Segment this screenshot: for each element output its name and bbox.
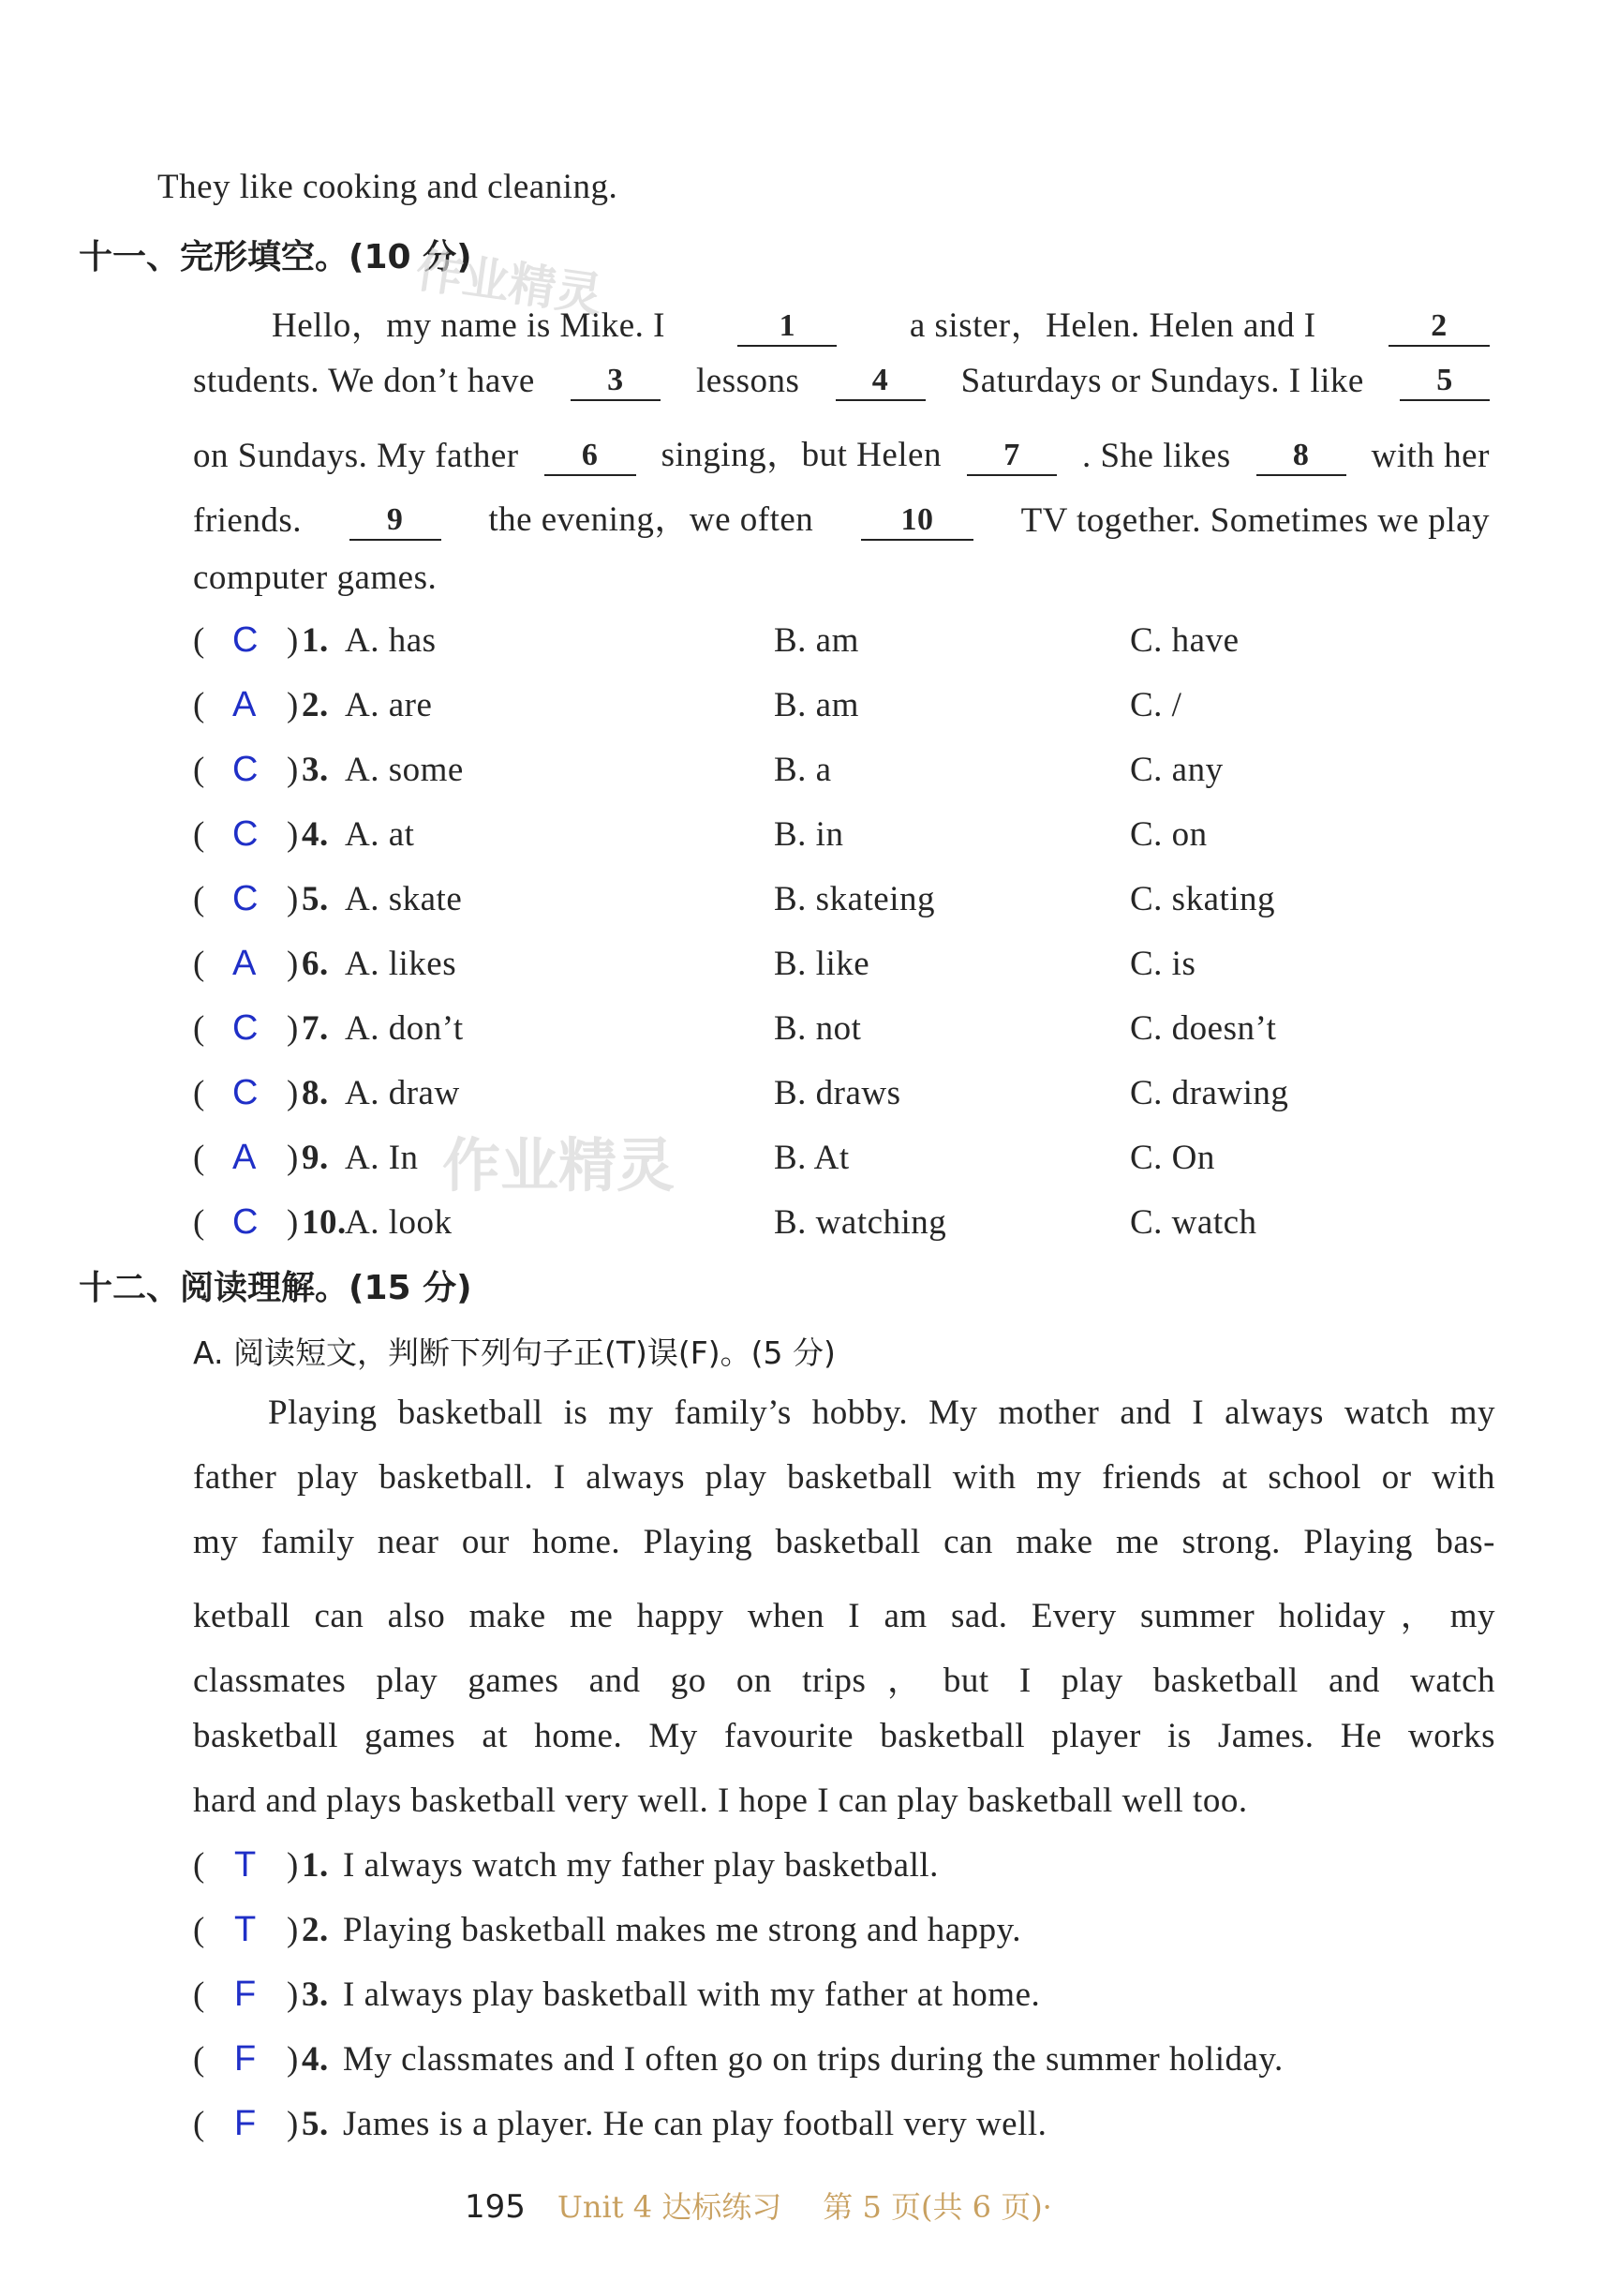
passage-text: with her — [1371, 437, 1490, 475]
statement-number: 3. — [302, 1975, 329, 2014]
paren-open: ( — [193, 945, 205, 983]
passage-text: Hello，my name is Mike. I — [272, 306, 665, 345]
question-number: 5. — [302, 880, 329, 918]
option-a: A. are — [345, 686, 433, 724]
blank-7: 7 — [967, 437, 1057, 476]
option-b: B. not — [774, 1009, 862, 1048]
option-c: C. on — [1130, 815, 1208, 854]
question-number: 9. — [302, 1139, 329, 1177]
blank-5: 5 — [1400, 362, 1490, 401]
section-11-heading: 十一、完形填空。(10 分) — [79, 238, 472, 276]
passage-line — [193, 490, 1490, 541]
paren-close: ) — [287, 1074, 299, 1112]
paren-open: ( — [193, 880, 205, 918]
answer-mark: C — [232, 1202, 259, 1242]
option-a: A. some — [345, 751, 464, 789]
page-number: 195 — [465, 2188, 526, 2226]
option-b: B. am — [774, 621, 859, 660]
paren-close: ) — [287, 1139, 299, 1177]
paren-open: ( — [193, 1846, 205, 1885]
passage-line: ketball can also make me happy when I am sad. Every summer holiday，my — [193, 1597, 1495, 1635]
paren-open: ( — [193, 815, 205, 854]
answer-mark: C — [232, 620, 259, 660]
question-row — [193, 1202, 1317, 1249]
page-footer — [465, 2184, 1052, 2227]
paren-close: ) — [287, 2105, 299, 2143]
option-c: C. have — [1130, 621, 1240, 660]
option-a: A. don’t — [345, 1009, 464, 1048]
question-row — [193, 620, 1317, 667]
section-12-heading: 十二、阅读理解。(15 分) — [79, 1269, 472, 1307]
section-12a-instruction: A. 阅读短文，判断下列句子正(T)误(F)。(5 分) — [193, 1334, 836, 1371]
blank-9: 9 — [349, 501, 441, 541]
answer-mark: A — [232, 944, 257, 983]
paren-close: ) — [287, 945, 299, 983]
paren-close: ) — [287, 1911, 299, 1949]
passage-line: hard and plays basketball very well. I hope I can play basketball well too. — [193, 1782, 1248, 1820]
footer-page-info: 第 5 页(共 6 页)· — [823, 2189, 1052, 2225]
paren-open: ( — [193, 2105, 205, 2143]
statement-text: My classmates and I often go on trips during the summer holiday. — [343, 2040, 1284, 2079]
option-a: A. look — [345, 1203, 453, 1242]
paren-open: ( — [193, 2040, 205, 2079]
option-c: C. / — [1130, 686, 1182, 724]
question-row — [193, 750, 1317, 797]
question-row — [193, 944, 1317, 991]
option-c: C. any — [1130, 751, 1224, 789]
blank-8: 8 — [1256, 437, 1346, 476]
option-a: A. draw — [345, 1074, 460, 1112]
passage-line — [193, 425, 1490, 476]
paren-open: ( — [193, 1139, 205, 1177]
blank-4: 4 — [836, 362, 926, 401]
statement-text: I always watch my father play basketball. — [343, 1846, 939, 1885]
paren-close: ) — [287, 1203, 299, 1242]
option-c: C. watch — [1130, 1203, 1257, 1242]
statement-row — [193, 1975, 1486, 2021]
statement-text: I always play basketball with my father at home. — [343, 1975, 1041, 2014]
option-a: A. skate — [345, 880, 463, 918]
answer-mark: T — [234, 1845, 257, 1885]
footer-title: Unit 4 达标练习 — [557, 2189, 782, 2225]
blank-10: 10 — [861, 501, 973, 541]
statement-row — [193, 2104, 1486, 2151]
answer-mark: F — [234, 1975, 257, 2014]
option-a: A. has — [345, 621, 437, 660]
passage-line: basketball games at home. My favourite basketball player is James. He works — [193, 1717, 1495, 1755]
question-number: 3. — [302, 751, 329, 789]
paren-close: ) — [287, 621, 299, 660]
blank-3: 3 — [571, 362, 661, 401]
blank-2: 2 — [1389, 307, 1490, 347]
option-a: A. likes — [345, 945, 457, 983]
paren-open: ( — [193, 751, 205, 789]
passage-line: classmates play games and go on trips，but I play basketball and watch — [193, 1662, 1495, 1700]
paren-close: ) — [287, 1846, 299, 1885]
paren-close: ) — [287, 815, 299, 854]
watermark: 作业精灵 — [442, 1131, 676, 1200]
previous-text-line: They like cooking and cleaning. — [157, 168, 618, 206]
question-number: 10. — [302, 1203, 347, 1242]
question-row — [193, 1073, 1317, 1120]
passage-text: on Sundays. My father — [193, 437, 519, 475]
paren-open: ( — [193, 686, 205, 724]
paren-open: ( — [193, 1975, 205, 2014]
answer-mark: C — [232, 750, 259, 789]
option-c: C. On — [1130, 1139, 1215, 1177]
passage-text: students. We don’t have — [193, 362, 535, 400]
answer-mark: F — [234, 2039, 257, 2079]
blank-6: 6 — [544, 437, 636, 476]
paren-open: ( — [193, 1203, 205, 1242]
option-b: B. am — [774, 686, 859, 724]
answer-mark: F — [234, 2104, 257, 2143]
passage-text: TV together. Sometimes we play — [1020, 501, 1490, 540]
passage-text: singing，but Helen — [661, 436, 942, 474]
passage-line: father play basketball. I always play basketball with my friends at school or with — [193, 1458, 1495, 1497]
question-number: 8. — [302, 1074, 329, 1112]
answer-mark: A — [232, 1138, 257, 1177]
statement-text: Playing basketball makes me strong and happy. — [343, 1911, 1021, 1949]
passage-text: a sister，Helen. Helen and I — [909, 306, 1316, 345]
statement-text: James is a player. He can play football very well. — [343, 2105, 1047, 2143]
option-c: C. skating — [1130, 880, 1276, 918]
question-number: 4. — [302, 815, 329, 854]
passage-line — [272, 296, 1490, 347]
statement-row — [193, 2039, 1486, 2086]
statement-number: 1. — [302, 1846, 329, 1885]
question-number: 7. — [302, 1009, 329, 1048]
paren-close: ) — [287, 1009, 299, 1048]
question-row — [193, 685, 1317, 732]
passage-line: my family near our home. Playing basketball can make me strong. Playing bas- — [193, 1523, 1495, 1561]
blank-1: 1 — [737, 307, 837, 347]
paren-open: ( — [193, 621, 205, 660]
answer-mark: C — [232, 814, 259, 854]
question-row — [193, 1138, 1317, 1185]
answer-mark: C — [232, 1008, 259, 1048]
paren-open: ( — [193, 1074, 205, 1112]
option-c: C. drawing — [1130, 1074, 1289, 1112]
paren-open: ( — [193, 1009, 205, 1048]
option-b: B. draws — [774, 1074, 901, 1112]
answer-mark: C — [232, 1073, 259, 1112]
passage-text: lessons — [696, 362, 800, 400]
passage-text: Saturdays or Sundays. I like — [960, 362, 1364, 400]
question-number: 6. — [302, 945, 329, 983]
statement-number: 4. — [302, 2040, 329, 2079]
paren-close: ) — [287, 686, 299, 724]
answer-mark: C — [232, 879, 259, 918]
question-row — [193, 879, 1317, 926]
statement-number: 5. — [302, 2105, 329, 2143]
question-row — [193, 814, 1317, 861]
option-b: B. a — [774, 751, 832, 789]
paren-close: ) — [287, 2040, 299, 2079]
statement-number: 2. — [302, 1911, 329, 1949]
paren-close: ) — [287, 880, 299, 918]
statement-row — [193, 1845, 1486, 1892]
statement-row — [193, 1910, 1486, 1957]
watermark: 作业精灵 — [412, 243, 606, 323]
passage-text: the evening，we often — [488, 500, 814, 539]
passage-text: . She likes — [1081, 437, 1231, 475]
paren-close: ) — [287, 1975, 299, 2014]
passage-text: computer games. — [193, 559, 438, 597]
option-b: B. skateing — [774, 880, 935, 918]
question-number: 1. — [302, 621, 329, 660]
passage-line — [193, 361, 1490, 401]
option-b: B. like — [774, 945, 870, 983]
option-b: B. watching — [774, 1203, 947, 1242]
option-c: C. is — [1130, 945, 1196, 983]
paren-close: ) — [287, 751, 299, 789]
passage-text: friends. — [193, 501, 302, 540]
answer-mark: T — [234, 1910, 257, 1949]
option-a: A. In — [345, 1139, 419, 1177]
answer-mark: A — [232, 685, 257, 724]
question-row — [193, 1008, 1317, 1055]
option-b: B. in — [774, 815, 844, 854]
paren-open: ( — [193, 1911, 205, 1949]
option-b: B. At — [774, 1139, 850, 1177]
passage-line: Playing basketball is my family’s hobby. My mother and I always watch my — [268, 1394, 1495, 1432]
option-c: C. doesn’t — [1130, 1009, 1277, 1048]
option-a: A. at — [345, 815, 415, 854]
question-number: 2. — [302, 686, 329, 724]
